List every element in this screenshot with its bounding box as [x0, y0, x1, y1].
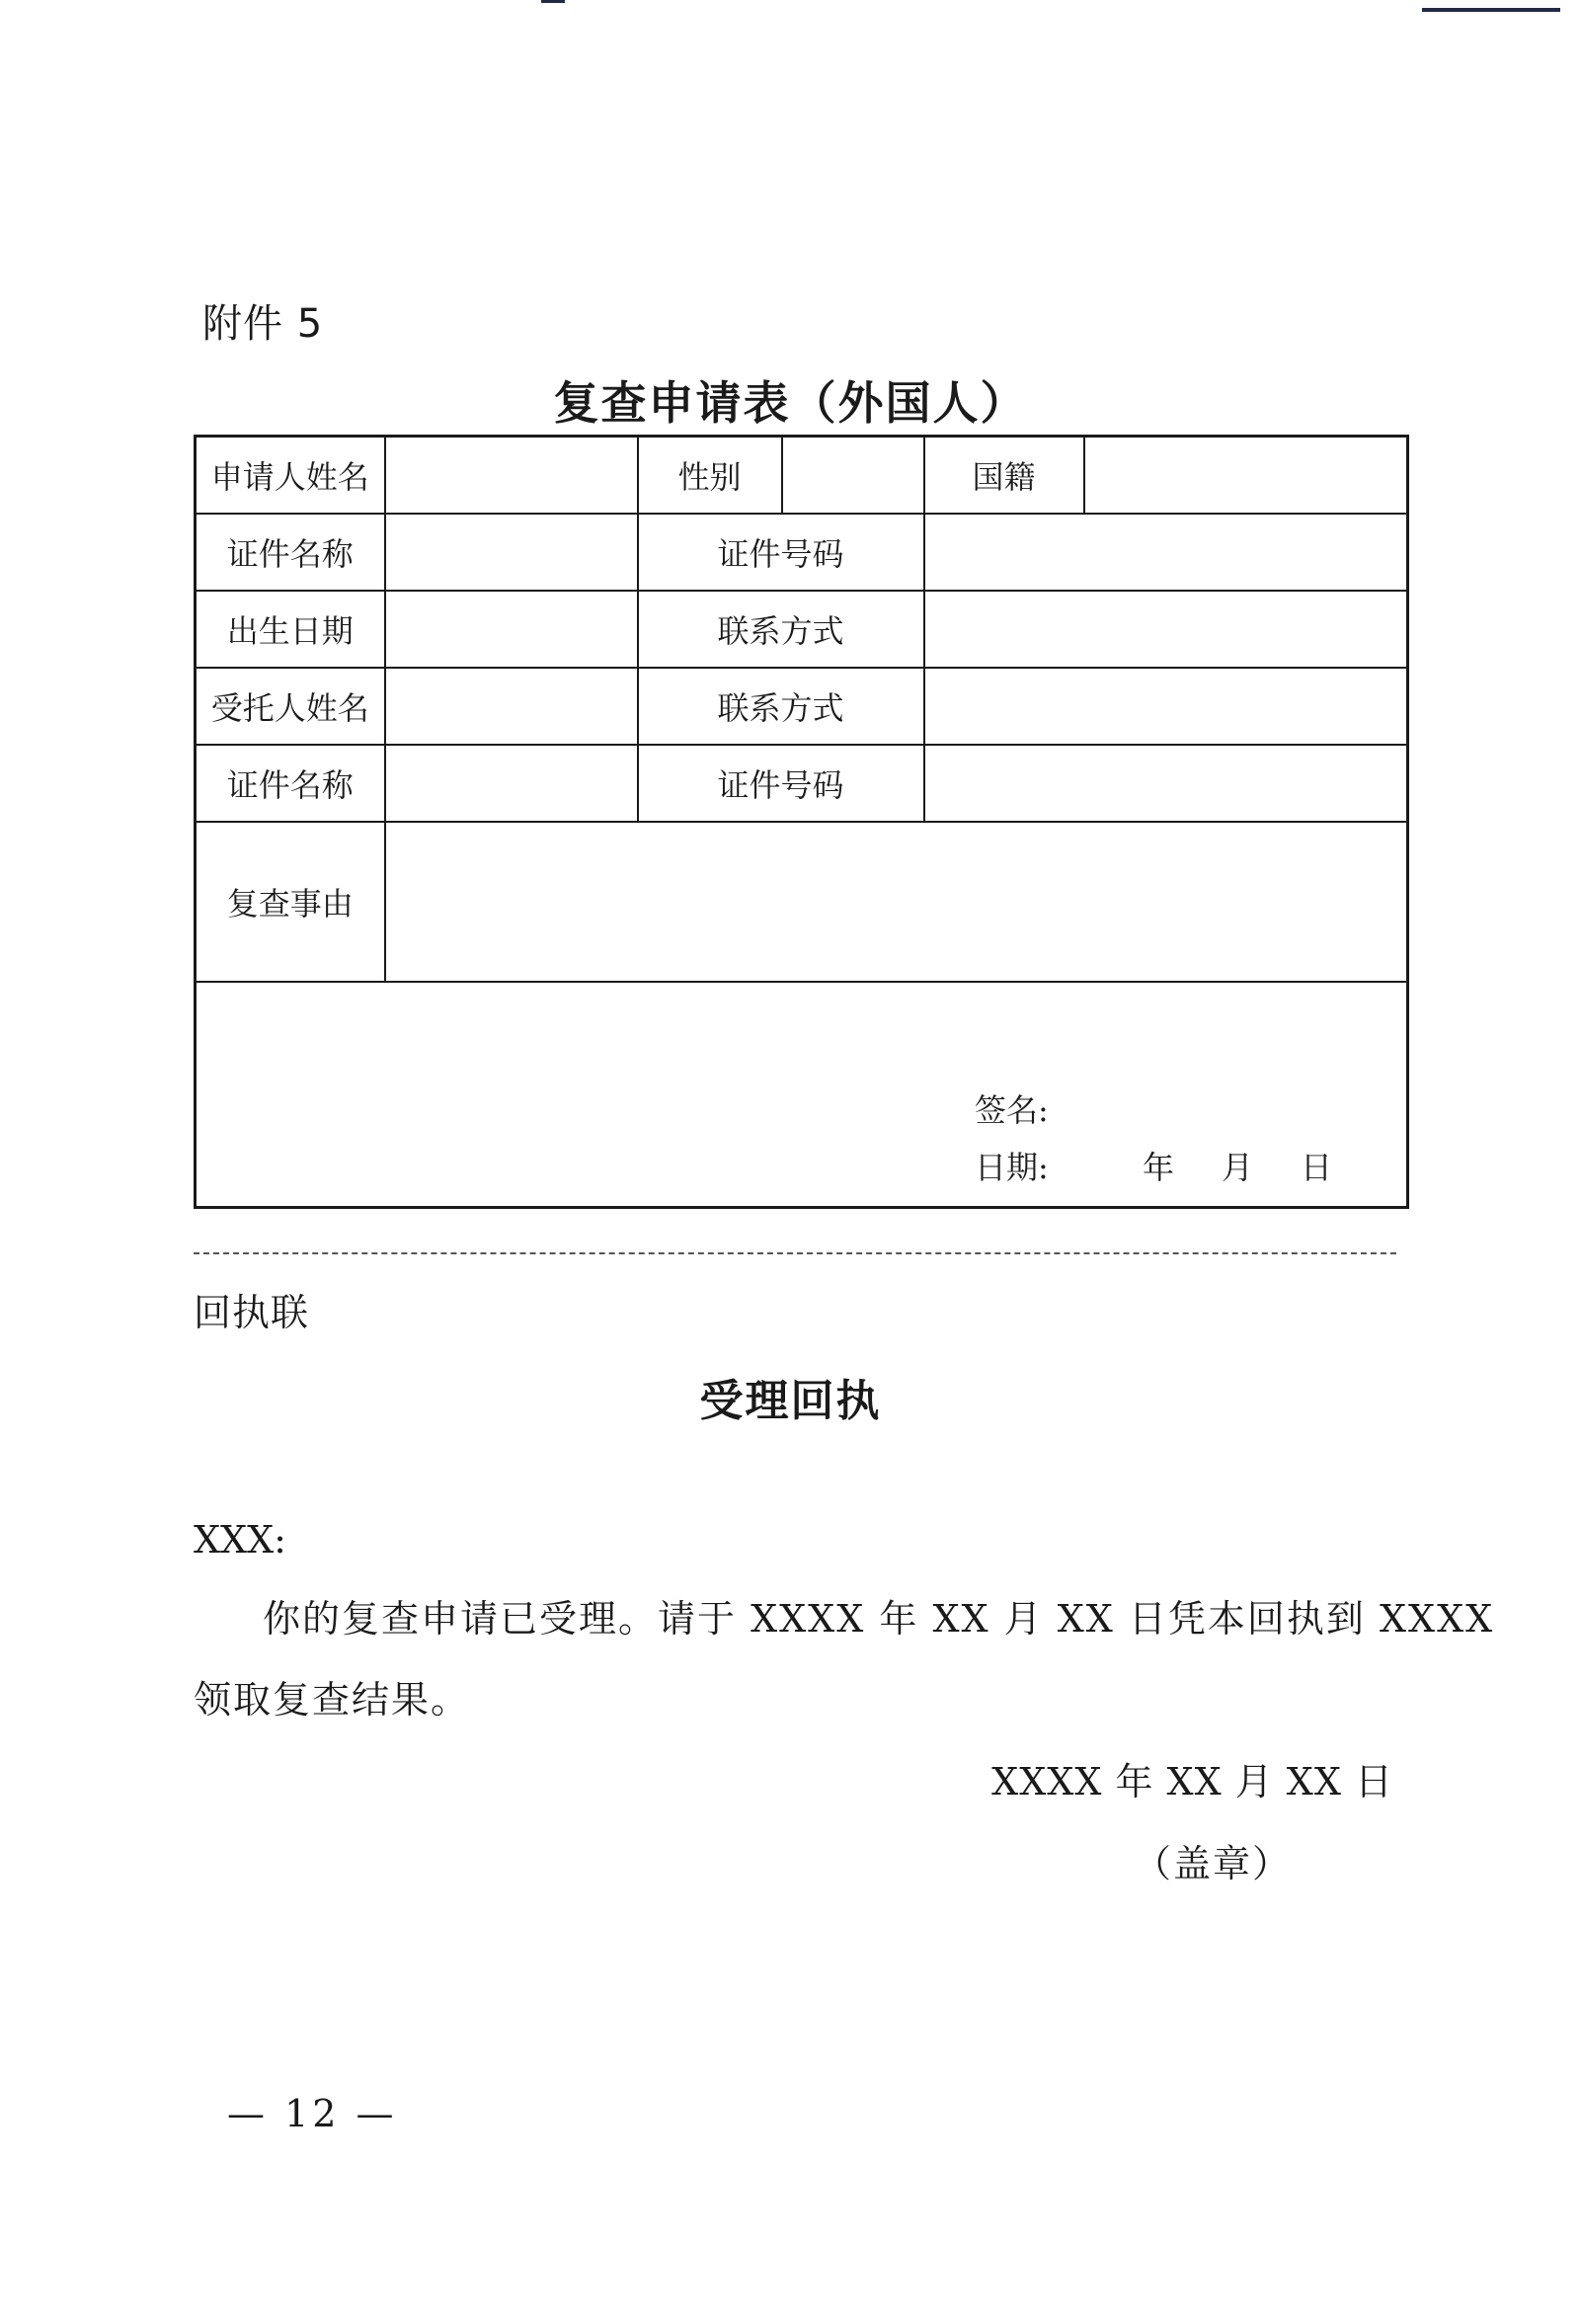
form-title: 复查申请表（外国人）	[553, 376, 1028, 430]
table-row	[196, 745, 1408, 822]
agent-id-type-field[interactable]	[385, 745, 638, 822]
receipt-body-line-2: 领取复查结果。	[194, 1678, 471, 1722]
attachment-label: 附件 5	[202, 301, 324, 347]
cut-line	[194, 1252, 1396, 1254]
signature-row	[196, 982, 1408, 1208]
agent-id-number-field[interactable]	[924, 745, 1408, 822]
gender-field[interactable]	[782, 437, 924, 515]
nationality-field[interactable]	[1084, 437, 1408, 515]
receipt-title: 受理回执	[699, 1376, 882, 1426]
birth-date-label: 出生日期	[196, 591, 385, 668]
agent-name-label: 受托人姓名	[196, 668, 385, 745]
agent-contact-field[interactable]	[924, 668, 1408, 745]
month-label: 月	[1222, 1149, 1254, 1186]
reason-field[interactable]	[385, 822, 1408, 982]
agent-id-type-label: 证件名称	[196, 745, 385, 822]
date-line	[975, 1139, 1332, 1196]
id-type-field[interactable]	[385, 514, 638, 591]
issue-date: XXXX 年 XX 月 XX 日	[991, 1760, 1393, 1803]
signature-area[interactable]	[196, 982, 1408, 1208]
applicant-name-label: 申请人姓名	[196, 437, 385, 515]
table-row	[196, 822, 1408, 982]
application-form-table	[194, 435, 1409, 1209]
reason-label: 复查事由	[196, 822, 385, 982]
id-number-label: 证件号码	[638, 514, 924, 591]
id-type-label: 证件名称	[196, 514, 385, 591]
contact-field[interactable]	[924, 591, 1408, 668]
id-number-field[interactable]	[924, 514, 1408, 591]
year-label: 年	[1143, 1149, 1175, 1186]
scan-artifact-mark	[1422, 8, 1560, 12]
seal-label: （盖章）	[1134, 1842, 1293, 1885]
agent-name-field[interactable]	[385, 668, 638, 745]
signature-block	[975, 1082, 1332, 1196]
table-row	[196, 591, 1408, 668]
gender-label: 性别	[638, 437, 782, 515]
nationality-label: 国籍	[924, 437, 1084, 515]
receipt-stub-label: 回执联	[194, 1291, 310, 1334]
contact-label: 联系方式	[638, 591, 924, 668]
table-row	[196, 437, 1408, 515]
addressee: XXX:	[194, 1518, 286, 1562]
agent-contact-label: 联系方式	[638, 668, 924, 745]
day-label: 日	[1301, 1149, 1333, 1186]
date-label: 日期:	[975, 1149, 1049, 1186]
birth-date-field[interactable]	[385, 591, 638, 668]
agent-id-number-label: 证件号码	[638, 745, 924, 822]
scan-artifact-mark	[541, 0, 565, 3]
signature-label: 签名:	[975, 1091, 1049, 1129]
page-number: — 12 —	[227, 2092, 398, 2135]
table-row	[196, 514, 1408, 591]
receipt-body-line-1: 你的复查申请已受理。请于 XXXX 年 XX 月 XX 日凭本回执到 XXXX	[263, 1597, 1495, 1641]
table-row	[196, 668, 1408, 745]
applicant-name-field[interactable]	[385, 437, 638, 515]
